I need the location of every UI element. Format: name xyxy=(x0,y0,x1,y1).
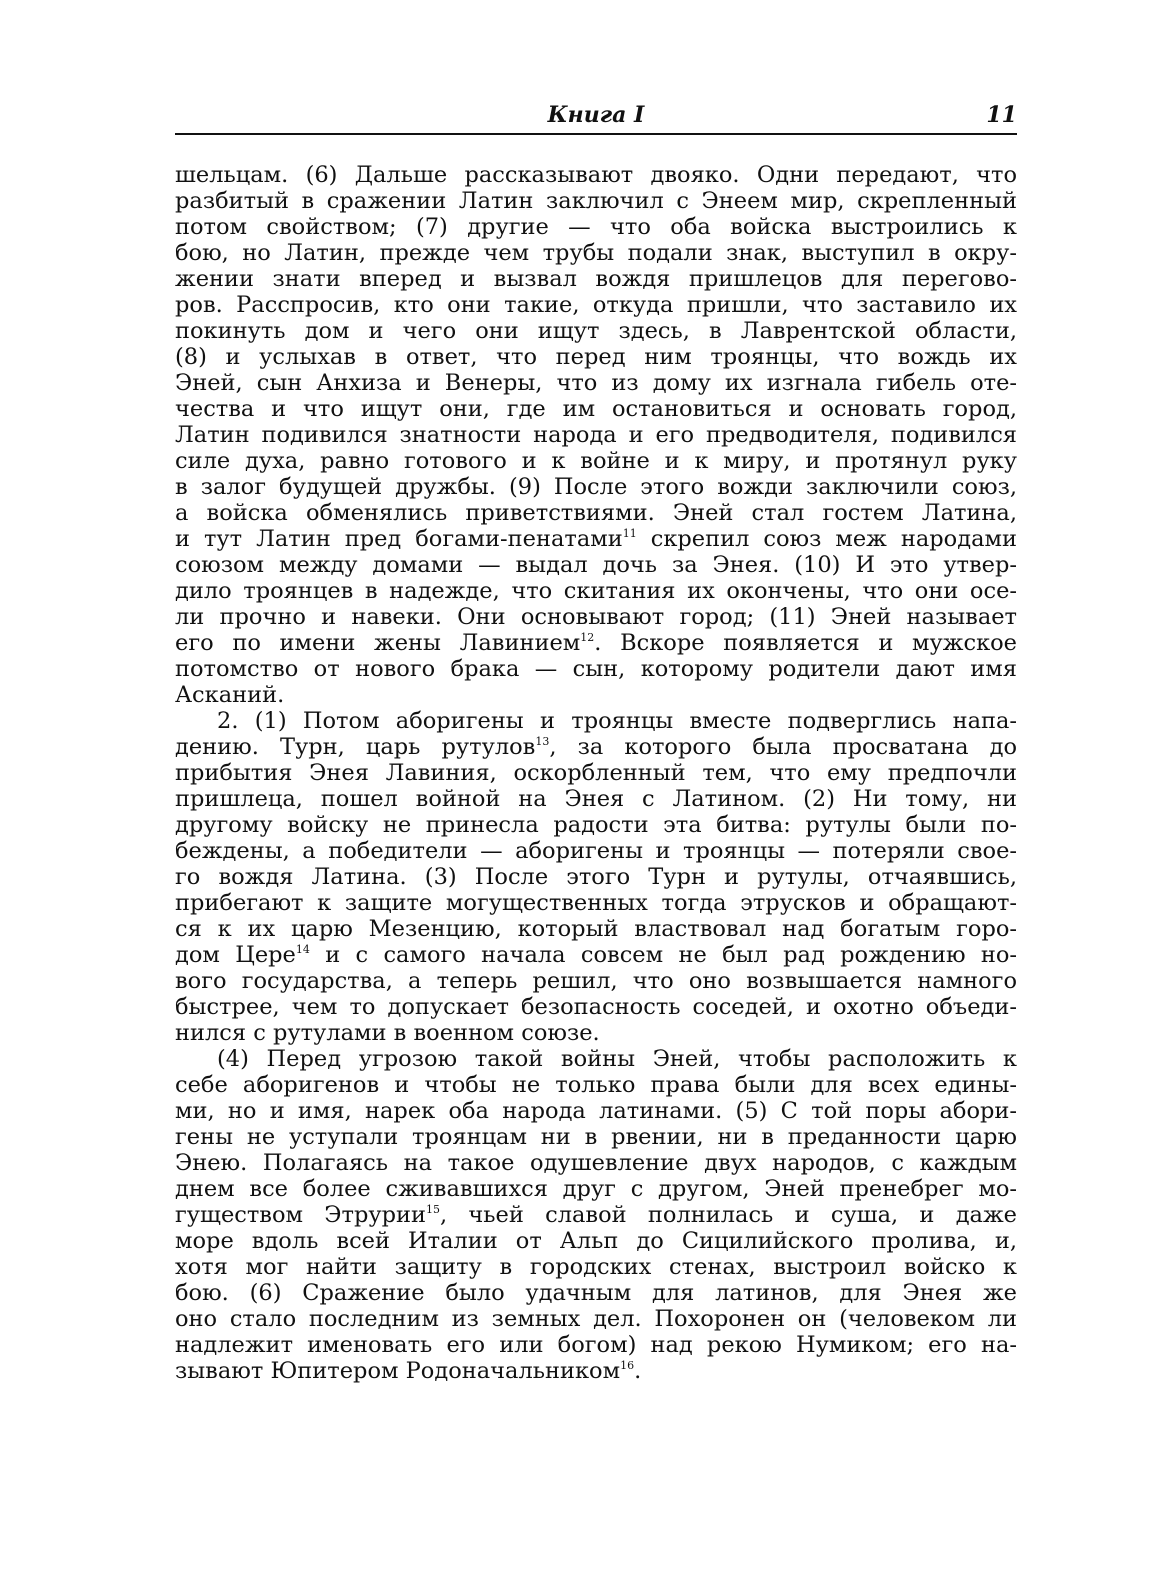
text-segment: дило троянцев в надежде, что скитания их окончены, что они осе- xyxy=(175,578,1017,604)
text-segment: прибытия Энея Лавиния, оскорбленный тем, что ему предпочли xyxy=(175,760,1017,786)
text-line xyxy=(175,994,1017,1020)
text-line xyxy=(175,422,1017,448)
text-segment: дению. Турн, царь рутулов xyxy=(175,734,536,760)
text-segment: го вождя Латина. (3) После этого Турн и рутулы, отчаявшись, xyxy=(175,864,1017,890)
text-segment: и с самого начала совсем не был рад рождению но- xyxy=(309,942,1017,968)
text-line xyxy=(175,812,1017,838)
text-segment: 2. (1) Потом аборигены и троянцы вместе подверглись напа- xyxy=(217,708,1017,734)
text-line xyxy=(175,1124,1017,1150)
footnote-marker: 13 xyxy=(535,735,550,748)
text-segment: другому войску не принесла радости эта битва: рутулы были по- xyxy=(175,812,1017,838)
footnote-marker: 16 xyxy=(620,1359,635,1372)
paragraph xyxy=(175,1046,1017,1384)
text-segment: днем все более сживавшихся друг с другом, Эней пренебрег мо- xyxy=(175,1176,1017,1202)
text-segment: ли прочно и навеки. Они основывают город; (11) Эней называет xyxy=(175,604,1017,630)
text-line xyxy=(175,604,1017,630)
text-line xyxy=(175,1332,1017,1358)
text-line xyxy=(175,474,1017,500)
text-line xyxy=(175,214,1017,240)
text-line xyxy=(175,1306,1017,1332)
text-segment: себе аборигенов и чтобы не только права были для всех едины- xyxy=(175,1072,1017,1098)
text-line xyxy=(175,1176,1017,1202)
paragraph xyxy=(175,708,1017,1046)
text-line xyxy=(175,292,1017,318)
text-line xyxy=(175,1228,1017,1254)
text-segment: скрепил союз меж народами xyxy=(636,526,1017,552)
text-line xyxy=(175,734,1017,760)
text-line xyxy=(175,188,1017,214)
text-segment: (4) Перед угрозою такой войны Эней, чтобы расположить к xyxy=(217,1046,1017,1072)
text-segment: оно стало последним из земных дел. Похоронен он (человеком ли xyxy=(175,1306,1017,1332)
text-line xyxy=(175,682,1017,708)
text-line xyxy=(175,344,1017,370)
text-line xyxy=(175,760,1017,786)
text-line xyxy=(175,396,1017,422)
text-line xyxy=(175,838,1017,864)
footnote-marker: 11 xyxy=(622,527,637,540)
text-segment: . xyxy=(634,1358,642,1384)
text-segment: прибегают к защите могущественных тогда этрусков и обращают- xyxy=(175,890,1017,916)
text-segment: вого государства, а теперь решил, что оно возвышается намного xyxy=(175,968,1017,994)
text-segment: а войска обменялись приветствиями. Эней стал гостем Латина, xyxy=(175,500,1017,526)
text-line xyxy=(175,630,1017,656)
text-segment: (8) и услыхав в ответ, что перед ним троянцы, что вождь их xyxy=(175,344,1017,370)
text-segment: чества и что ищут они, где им остановиться и основать город, xyxy=(175,396,1017,422)
page-number: 11 xyxy=(986,102,1017,128)
paragraph xyxy=(175,162,1017,708)
text-line xyxy=(175,370,1017,396)
header-rule xyxy=(175,133,1017,135)
text-segment: потомство от нового брака — сын, которому родители дают имя xyxy=(175,656,1017,682)
text-segment: хотя мог найти защиту в городских стенах, выстроил войско к xyxy=(175,1254,1017,1280)
text-segment: бою. (6) Сражение было удачным для латинов, для Энея же xyxy=(175,1280,1017,1306)
text-segment: ров. Расспросив, кто они такие, откуда пришли, что заставило их xyxy=(175,292,1017,318)
text-line xyxy=(175,526,1017,552)
text-line xyxy=(175,552,1017,578)
text-line xyxy=(175,1046,1017,1072)
text-line xyxy=(175,448,1017,474)
text-line xyxy=(175,1020,1017,1046)
text-segment: беждены, а победители — аборигены и троянцы — потеряли свое- xyxy=(175,838,1017,864)
text-segment: Асканий. xyxy=(175,682,285,708)
text-segment: пришлеца, пошел войной на Энея с Латином. (2) Ни тому, ни xyxy=(175,786,1017,812)
text-line xyxy=(175,1150,1017,1176)
text-line xyxy=(175,240,1017,266)
text-segment: покинуть дом и чего они ищут здесь, в Лаврентской области, xyxy=(175,318,1017,344)
text-segment: Эней, сын Анхиза и Венеры, что из дому их изгнала гибель оте- xyxy=(175,370,1017,396)
text-line xyxy=(175,1202,1017,1228)
text-line xyxy=(175,864,1017,890)
text-segment: гуществом Этрурии xyxy=(175,1202,426,1228)
body-text xyxy=(175,162,1017,1384)
text-segment: потом свойством; (7) другие — что оба войска выстроились к xyxy=(175,214,1017,240)
footnote-marker: 14 xyxy=(295,943,310,956)
text-line xyxy=(175,942,1017,968)
text-segment: дом Цере xyxy=(175,942,296,968)
text-segment: Энею. Полагаясь на такое одушевление двух народов, с каждым xyxy=(175,1150,1017,1176)
text-segment: ся к их царю Мезенцию, который властвовал над богатым горо- xyxy=(175,916,1017,942)
text-segment: гены не уступали троянцам ни в рвении, ни в преданности царю xyxy=(175,1124,1017,1150)
text-line xyxy=(175,1098,1017,1124)
text-segment: в залог будущей дружбы. (9) После этого вожди заключили союз, xyxy=(175,474,1017,500)
running-title: Книга I xyxy=(547,102,645,128)
text-line xyxy=(175,786,1017,812)
text-segment: нился с рутулами в военном союзе. xyxy=(175,1020,600,1046)
text-line xyxy=(175,578,1017,604)
text-segment: союзом между домами — выдал дочь за Энея. (10) И это утвер- xyxy=(175,552,1017,578)
text-segment: Латин подивился знатности народа и его предводителя, подивился xyxy=(175,422,1017,448)
text-segment: его по имени жены Лавинием xyxy=(175,630,581,656)
text-line xyxy=(175,968,1017,994)
text-line xyxy=(175,890,1017,916)
text-line xyxy=(175,1280,1017,1306)
text-line xyxy=(175,500,1017,526)
footnote-marker: 12 xyxy=(580,631,595,644)
text-line xyxy=(175,1072,1017,1098)
text-segment: море вдоль всей Италии от Альп до Сицилийского пролива, и, xyxy=(175,1228,1017,1254)
text-segment: шельцам. (6) Дальше рассказывают двояко. Одни передают, что xyxy=(175,162,1017,188)
text-segment: надлежит именовать его или богом) над рекою Нумиком; его на- xyxy=(175,1332,1017,1358)
text-segment: зывают Юпитером Родоначальником xyxy=(175,1358,621,1384)
text-segment: силе духа, равно готового и к войне и к миру, и протянул руку xyxy=(175,448,1017,474)
text-segment: жении знати вперед и вызвал вождя пришлецов для перегово- xyxy=(175,266,1017,292)
text-segment: быстрее, чем то допускает безопасность соседей, и охотно объеди- xyxy=(175,994,1017,1020)
text-line xyxy=(175,1254,1017,1280)
text-line xyxy=(175,1358,1017,1384)
text-line xyxy=(175,318,1017,344)
text-segment: разбитый в сражении Латин заключил с Энеем мир, скрепленный xyxy=(175,188,1017,214)
text-segment: и тут Латин пред богами-пенатами xyxy=(175,526,623,552)
page-header xyxy=(175,100,1017,130)
footnote-marker: 15 xyxy=(426,1203,440,1216)
text-line xyxy=(175,656,1017,682)
text-line xyxy=(175,708,1017,734)
text-segment: ми, но и имя, нарек оба народа латинами. (5) С той поры абори- xyxy=(175,1098,1017,1124)
text-segment: , за которого была просватана до xyxy=(549,734,1018,760)
text-segment: . Вскоре появляется и мужское xyxy=(594,630,1018,656)
text-line xyxy=(175,916,1017,942)
text-segment: бою, но Латин, прежде чем трубы подали знак, выступил в окру- xyxy=(175,240,1017,266)
text-line xyxy=(175,162,1017,188)
text-line xyxy=(175,266,1017,292)
text-segment: , чьей славой полнилась и суша, и даже xyxy=(440,1202,1017,1228)
